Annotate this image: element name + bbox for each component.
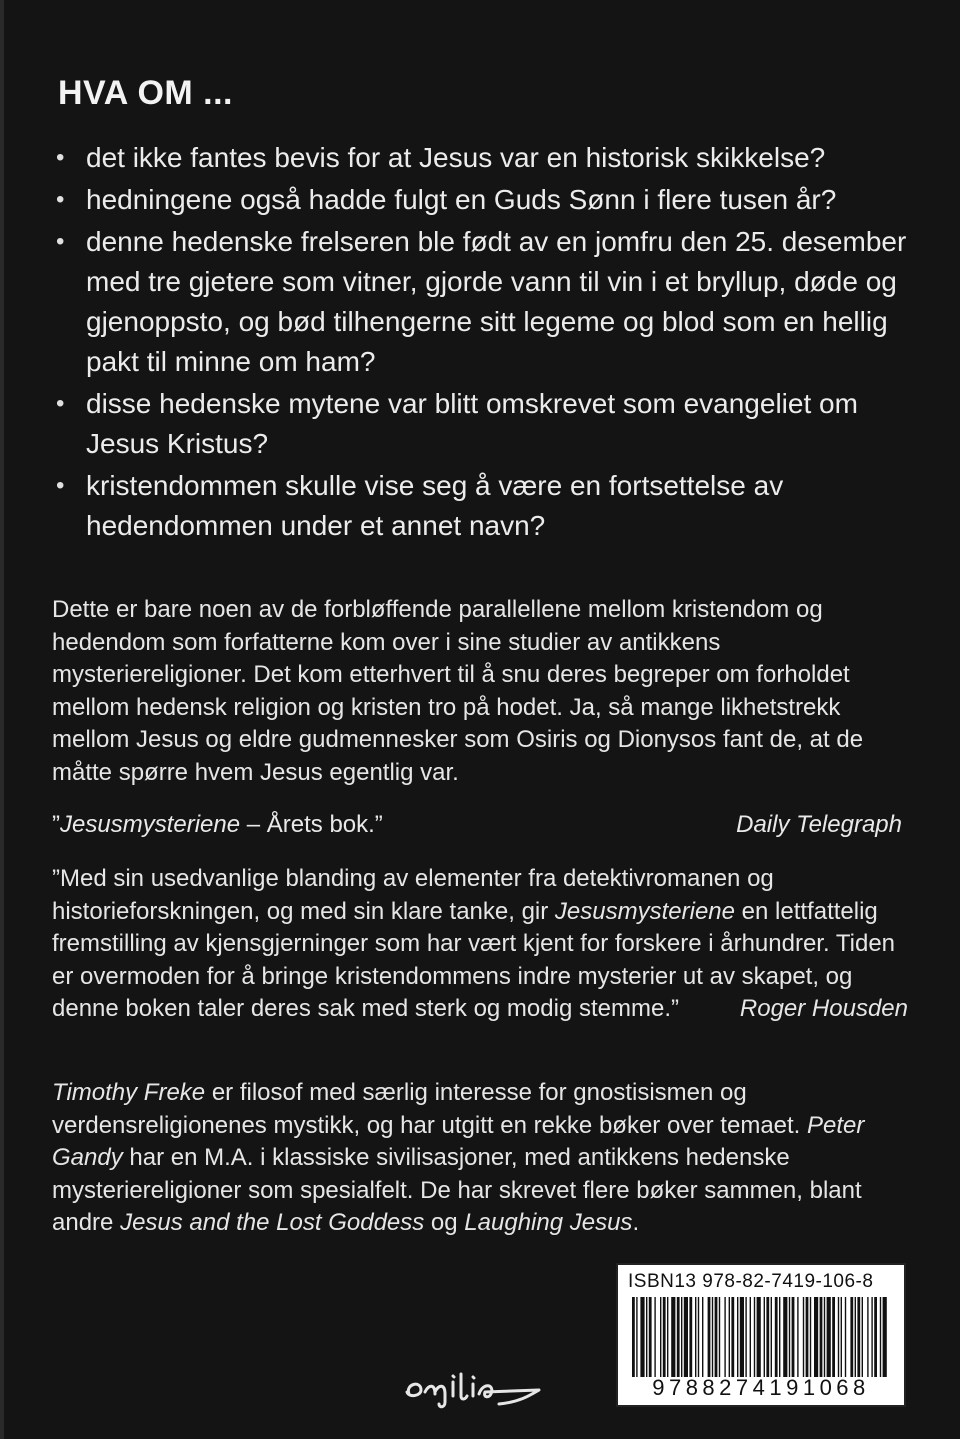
quote-source: Daily Telegraph	[736, 811, 902, 838]
author-name-freke: Timothy Freke	[52, 1079, 206, 1106]
author-text: .	[632, 1209, 640, 1236]
bullet-item: • hedningene også hadde fulgt en Guds Sønn i flere tusen år?	[54, 180, 924, 220]
quote-open: ”	[52, 811, 60, 838]
bullet-item: • denne hedenske frelseren ble født av en jomfru den 25. desember med tre gjetere som vitner, gjorde vann til vin i et bryllup, døde og gjenoppsto, og bød tilhengerne sitt legeme og blod som en hellig pakt til minne om ham?	[54, 222, 924, 382]
author-text: har en M.A. i klassiske sivilisasjoner, med antikkens hedenske mysteriereligioner som spesialfelt. De har skrevet flere bøker sammen, blant andre	[52, 1144, 862, 1236]
author-bio	[52, 1077, 908, 1240]
author-text: og	[424, 1209, 465, 1236]
bullet-item: • det ikke fantes bevis for at Jesus var en historisk skikkelse?	[54, 138, 924, 178]
book-title: Laughing Jesus	[464, 1209, 633, 1236]
author-text: er filosof med særlig interesse for gnostisismen og verdensreligionenes mystikk, og har utgitt en rekke bøker over temaet.	[52, 1079, 808, 1139]
isbn-label: ISBN13 978-82-7419-106-8	[628, 1271, 874, 1292]
book-title: Jesus and the Lost Goddess	[120, 1209, 425, 1236]
headline: HVA OM ...	[58, 74, 233, 112]
quote-text-part2: en lettfattelig fremstilling av kjensgjerninger som har vært kjent for forskere i århundrer. Tiden er overmoden for å bringe kristendommens indre mysterier ut av skapet, og denne boken taler deres sak med sterk og modig stemme.”	[52, 897, 896, 1022]
intro-paragraph: Dette er bare noen av de forbløffende parallellene mellom kristendom og hedendom som forfatterne kom over i sine studier av antikkens mysteriereligioner. Det kom etterhvert til å snu deres begreper om forholdet mellom hedensk religion og kristen tro på hodet. Ja, så mange likhetstrekk mellom Jesus og eldre gudmennesker som Osiris og Dionysos fant de, at de måtte spørre hvem Jesus egentlig var.	[52, 596, 864, 786]
publisher-logo-icon	[399, 1362, 549, 1412]
bullet-item: • disse hedenske mytene var blitt omskrevet som evangeliet om Jesus Kristus?	[54, 384, 924, 464]
quote-text-part1: ”Med sin usedvanlige blanding av elementer fra detektivromanen og historieforskningen, og med sin klare tanke, gir	[52, 865, 774, 925]
isbn-digits: 9788274191068	[652, 1375, 870, 1400]
review-quote-telegraph	[52, 809, 902, 841]
quote-source: Roger Housden	[739, 995, 908, 1022]
quote-book-title: Jesusmysteriene	[554, 897, 735, 925]
review-quote-housden	[52, 863, 908, 1026]
quote-book-title: Jesusmysteriene	[60, 811, 241, 838]
bullet-item: • kristendommen skulle vise seg å være en fortsettelse av hedendommen under et annet navn?	[54, 466, 924, 546]
bullet-list	[54, 138, 924, 548]
barcode-icon	[630, 1297, 892, 1377]
isbn-barcode-box	[616, 1263, 906, 1407]
author-name-gandy: Peter Gandy	[52, 1111, 865, 1171]
quote-text: – Årets bok.”	[240, 811, 383, 838]
